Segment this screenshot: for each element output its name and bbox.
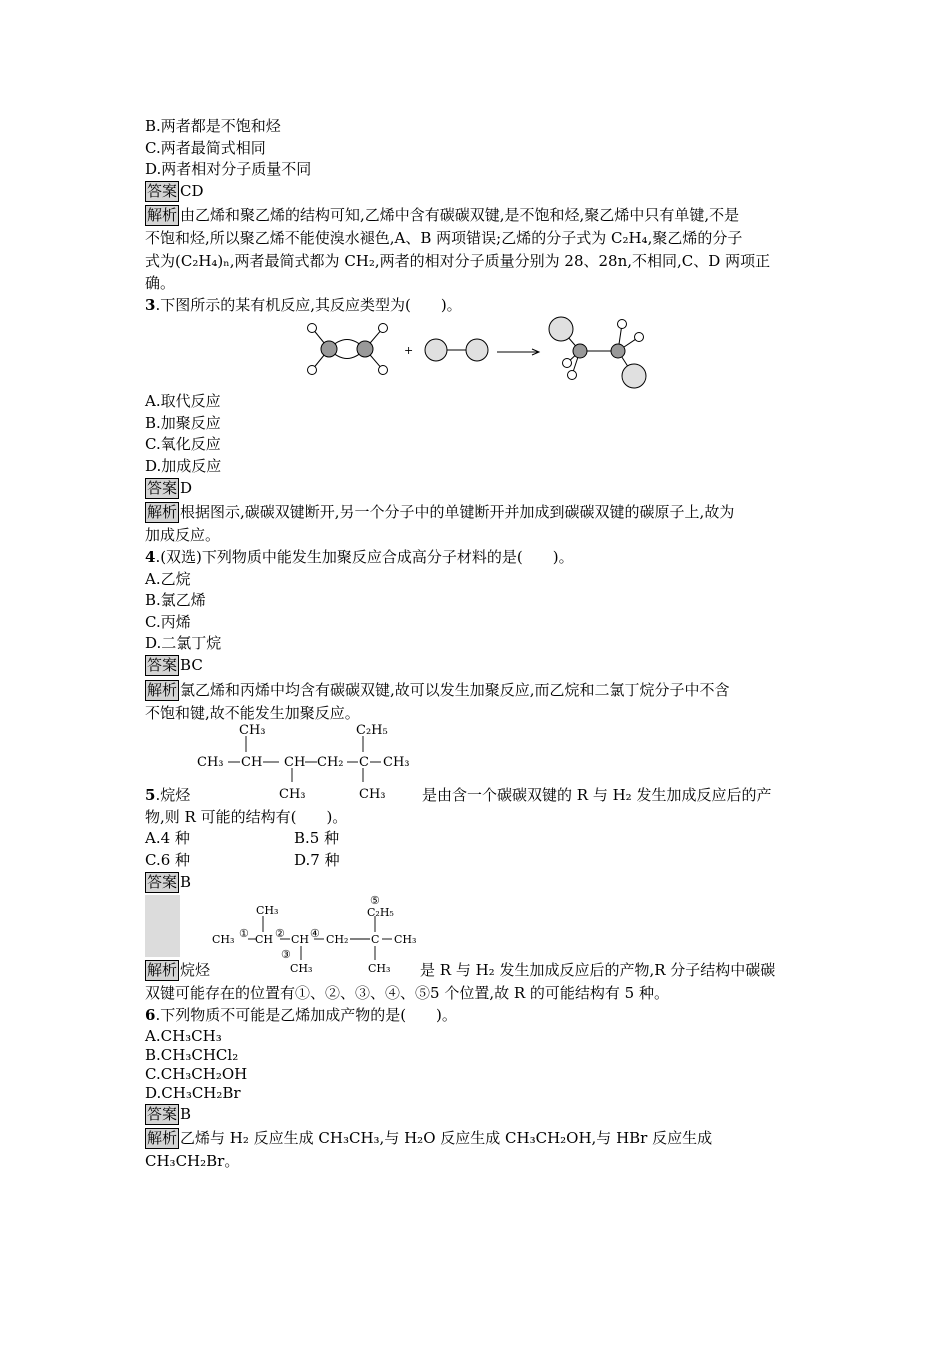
q5a-ch3-right: CH₃ bbox=[394, 933, 417, 946]
pos-3-label: ③ bbox=[281, 948, 291, 961]
q5-option-b: B.5 种 bbox=[294, 829, 340, 847]
q5-bottom-ch3-a: CH₃ bbox=[279, 787, 306, 802]
q5-analysis-a: 烷烃 bbox=[180, 961, 211, 979]
q4-option-b: B.氯乙烯 bbox=[145, 591, 206, 609]
q4-number: 4 bbox=[145, 548, 156, 566]
diatomic-molecule bbox=[425, 339, 488, 361]
q5-ch2: CH₂ bbox=[317, 755, 344, 770]
q4-answer-line bbox=[145, 655, 203, 676]
q2-answer: CD bbox=[180, 182, 204, 200]
analysis-tag: 解析 bbox=[147, 1129, 178, 1147]
q4-stem bbox=[145, 547, 574, 567]
q5-numbered-formula bbox=[210, 890, 430, 980]
q5-c: C bbox=[359, 755, 369, 770]
answer-tag: 答案 bbox=[147, 1105, 178, 1123]
q2-analysis-line-1 bbox=[145, 205, 739, 226]
q2-analysis-line-4: 确。 bbox=[145, 274, 176, 292]
grey-margin-bar bbox=[145, 895, 180, 957]
reaction-diagram bbox=[300, 312, 650, 392]
q4-analysis-line-2: 不饱和键,故不能发生加聚反应。 bbox=[145, 704, 360, 722]
q6-stem bbox=[145, 1005, 457, 1025]
q3-analysis-text-1: 根据图示,碳碳双键断开,另一个分子中的单键断开并加成到碳碳双键的碳原子上,故为 bbox=[180, 503, 735, 521]
q5-ch-2: CH bbox=[284, 755, 306, 770]
q4-option-d: D.二氯丁烷 bbox=[145, 634, 222, 652]
q5-ch-1: CH bbox=[241, 755, 263, 770]
q2-option-d: D.两者相对分子质量不同 bbox=[145, 160, 312, 178]
q6-answer-line bbox=[145, 1104, 191, 1125]
q6-analysis-line-2: CH₃CH₂Br。 bbox=[145, 1152, 240, 1170]
q5-number: 5 bbox=[145, 786, 156, 804]
q5a-c: C bbox=[371, 933, 380, 946]
q5-ch3-left: CH₃ bbox=[197, 755, 224, 770]
q2-analysis-line-3: 式为(C₂H₄)ₙ,两者最简式都为 CH₂,两者的相对分子质量分别为 28、28n,不相同,C、D 两项正 bbox=[145, 252, 771, 270]
q5-analysis-line-1 bbox=[145, 960, 210, 981]
analysis-tag: 解析 bbox=[147, 503, 178, 521]
analysis-tag: 解析 bbox=[147, 961, 178, 979]
q6-option-d: D.CH₃CH₂Br bbox=[145, 1084, 241, 1102]
q5-answer: B bbox=[180, 873, 192, 891]
q5-top-c2h5: C₂H₅ bbox=[356, 723, 388, 738]
q5-analysis-line-1b: 是 R 与 H₂ 发生加成反应后的产物,R 分子结构中碳碳 bbox=[420, 961, 776, 979]
q5-stem-line-1b: 是由含一个碳碳双键的 R 与 H₂ 发生加成反应后的产 bbox=[422, 786, 772, 804]
q3-option-d: D.加成反应 bbox=[145, 457, 222, 475]
q2-option-b: B.两者都是不饱和烃 bbox=[145, 117, 281, 135]
ethylene-molecule bbox=[308, 324, 388, 375]
answer-tag: 答案 bbox=[147, 873, 178, 891]
q5-stem-a: .烷烃 bbox=[155, 786, 191, 804]
q5-bottom-ch3-b: CH₃ bbox=[359, 787, 386, 802]
q5a-ch-1: CH bbox=[255, 933, 274, 946]
q4-option-c: C.丙烯 bbox=[145, 613, 191, 631]
q5-stem-line-2: 物,则 R 可能的结构有( )。 bbox=[145, 808, 348, 826]
q6-option-c: C.CH₃CH₂OH bbox=[145, 1065, 248, 1083]
q2-analysis-line-2: 不饱和烃,所以聚乙烯不能使溴水褪色,A、B 两项错误;乙烯的分子式为 C₂H₄,聚乙烯的分子 bbox=[145, 229, 743, 247]
analysis-tag: 解析 bbox=[147, 206, 178, 224]
q6-answer: B bbox=[180, 1105, 192, 1123]
q3-stem-text: .下图所示的某有机反应,其反应类型为( )。 bbox=[155, 296, 462, 314]
reaction-arrow bbox=[497, 349, 539, 355]
q5-option-c: C.6 种 bbox=[145, 851, 191, 869]
pos-4-label: ④ bbox=[310, 927, 320, 940]
q5-option-a: A.4 种 bbox=[145, 829, 190, 847]
q5a-top-ch3: CH₃ bbox=[256, 904, 279, 917]
q6-stem-text: .下列物质不可能是乙烯加成产物的是( )。 bbox=[155, 1006, 457, 1024]
q3-analysis-line-2: 加成反应。 bbox=[145, 526, 221, 544]
q4-analysis-text-1: 氯乙烯和丙烯中均含有碳碳双键,故可以发生加聚反应,而乙烷和二氯丁烷分子中不含 bbox=[180, 681, 730, 699]
q2-answer-line bbox=[145, 181, 204, 202]
plus-sign: + bbox=[404, 344, 414, 357]
q5a-c2h5: C₂H₅ bbox=[367, 906, 394, 919]
q5-top-ch3: CH₃ bbox=[239, 723, 266, 738]
q2-option-c: C.两者最简式相同 bbox=[145, 139, 266, 157]
pos-2-label: ② bbox=[275, 927, 285, 940]
q5-stem-line-1 bbox=[145, 785, 190, 805]
q5-analysis-line-2: 双键可能存在的位置有①、②、③、④、⑤5 个位置,故 R 的可能结构有 5 种。 bbox=[145, 984, 669, 1002]
q5a-ch3-left: CH₃ bbox=[212, 933, 235, 946]
q3-option-b: B.加聚反应 bbox=[145, 414, 221, 432]
q4-answer: BC bbox=[180, 656, 203, 674]
q4-option-a: A.乙烷 bbox=[145, 570, 191, 588]
q3-answer: D bbox=[180, 479, 193, 497]
q4-stem-text: .(双选)下列物质中能发生加聚反应合成高分子材料的是( )。 bbox=[155, 548, 574, 566]
q3-analysis-line-1 bbox=[145, 502, 734, 523]
q5a-bottom-ch3-b: CH₃ bbox=[368, 962, 391, 975]
q5a-ch2: CH₂ bbox=[326, 933, 349, 946]
pos-1-label: ① bbox=[239, 927, 249, 940]
q6-option-a: A.CH₃CH₃ bbox=[145, 1027, 222, 1045]
q3-option-a: A.取代反应 bbox=[145, 392, 221, 410]
analysis-tag: 解析 bbox=[147, 681, 178, 699]
q5-answer-line bbox=[145, 872, 191, 893]
answer-tag: 答案 bbox=[147, 479, 178, 497]
q4-analysis-line-1 bbox=[145, 680, 730, 701]
q6-analysis-line-1 bbox=[145, 1128, 712, 1149]
q5a-ch-2: CH bbox=[291, 933, 310, 946]
q3-option-c: C.氧化反应 bbox=[145, 435, 221, 453]
q6-option-b: B.CH₃CHCl₂ bbox=[145, 1046, 239, 1064]
answer-tag: 答案 bbox=[147, 182, 178, 200]
q5-option-d: D.7 种 bbox=[294, 851, 340, 869]
q6-analysis-text-1: 乙烯与 H₂ 反应生成 CH₃CH₃,与 H₂O 反应生成 CH₃CH₂OH,与 HBr 反应生成 bbox=[180, 1129, 713, 1147]
q6-number: 6 bbox=[145, 1006, 156, 1024]
q3-answer-line bbox=[145, 478, 192, 499]
product-molecule bbox=[549, 317, 646, 388]
q5-structural-formula bbox=[195, 722, 425, 802]
q5-ch3-right: CH₃ bbox=[383, 755, 410, 770]
answer-tag: 答案 bbox=[147, 656, 178, 674]
pos-5-label: ⑤ bbox=[370, 894, 380, 907]
q5a-bottom-ch3-a: CH₃ bbox=[290, 962, 313, 975]
q2-analysis-text-1: 由乙烯和聚乙烯的结构可知,乙烯中含有碳碳双键,是不饱和烃,聚乙烯中只有单键,不是 bbox=[180, 206, 740, 224]
q3-number: 3 bbox=[145, 296, 156, 314]
